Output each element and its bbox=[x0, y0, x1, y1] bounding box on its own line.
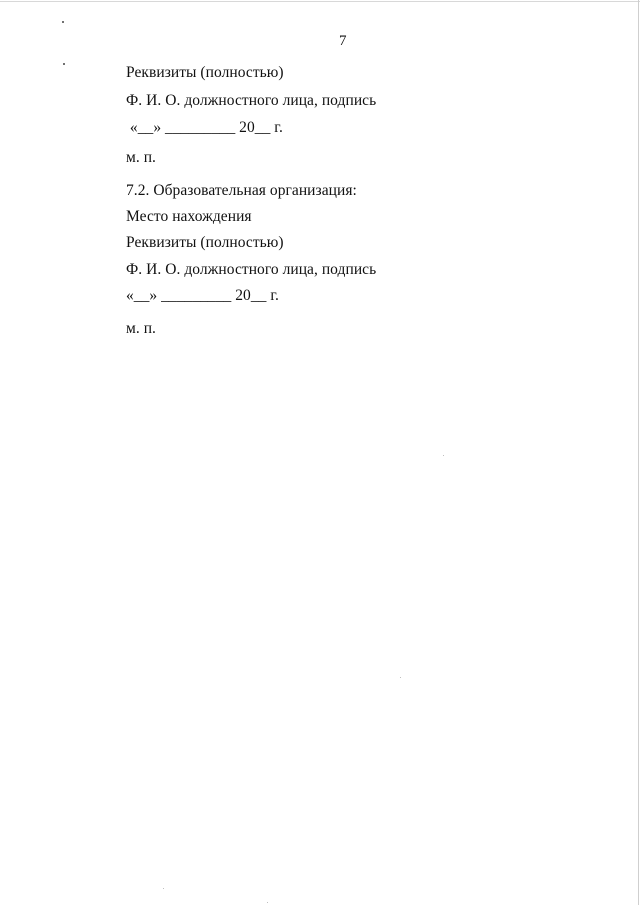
page-number: 7 bbox=[339, 33, 347, 49]
scan-speck bbox=[163, 888, 164, 889]
seal-place-label: м. п. bbox=[126, 320, 156, 337]
requisites-line: Реквизиты (полностью) bbox=[126, 64, 284, 81]
requisites-line: Реквизиты (полностью) bbox=[126, 234, 284, 251]
scan-speck bbox=[400, 677, 401, 678]
section-heading: 7.2. Образовательная организация: bbox=[126, 182, 357, 199]
page-edge-right bbox=[638, 0, 639, 905]
scan-speck bbox=[267, 902, 268, 903]
official-signature-line: Ф. И. О. должностного лица, подпись bbox=[126, 92, 377, 109]
scan-speck bbox=[62, 21, 64, 23]
date-line: «__» _________ 20__ г. bbox=[126, 119, 283, 136]
scan-speck bbox=[443, 455, 444, 456]
official-signature-line: Ф. И. О. должностного лица, подпись bbox=[126, 261, 377, 278]
page-edge-top bbox=[0, 1, 640, 2]
seal-place-label: м. п. bbox=[126, 149, 156, 166]
scan-speck bbox=[63, 63, 65, 65]
date-line: «__» _________ 20__ г. bbox=[126, 287, 279, 304]
location-line: Место нахождения bbox=[126, 208, 252, 225]
